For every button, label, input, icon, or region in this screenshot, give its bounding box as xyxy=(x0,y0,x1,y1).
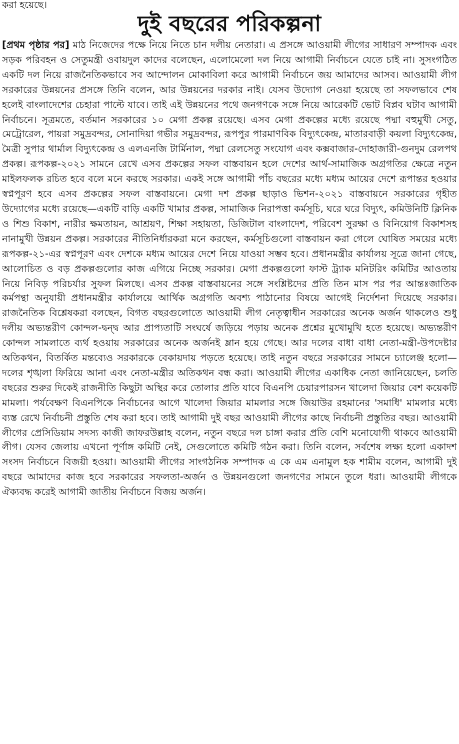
article-text: মাঠ নিজেদের পক্ষে নিয়ে নিতে চান দলীয় নেতারা। এ প্রসঙ্গে আওয়ামী লীগের সাধারণ সম্পাদক এবং সড়ক পরিবহন ও সেতুমন্ত্রী ওবায়দুল কাদের বলেছেন, এলোমেলো দল নিয়ে আগামী নির্বাচনে যেতে চাই না। সুসংগঠিত একটি দল নিয়ে রাজনৈতিকভাবে সব আন্দোলন মোকাবিলা করে আগামী নির্বাচনে জয় আমাদের আসব। আওয়ামী লীগ সরকারের উন্নয়নের প্রসঙ্গে তিনি বলেন, আর উন্নয়নের দরকার নাই। যেসব উদ্যোগ নেওয়া হয়েছে তা সফলভাবে শেষ হলেই বাংলাদেশের চেহারা পাল্টে যাবে। তাই এই উন্নয়নের পথে জনগণকে সঙ্গে নিয়ে আরেকটি ভোট বিপ্লব ঘটাব আগামী নির্বাচনে। সূত্রমতে, বর্তমান সরকারের ১০ মেগা প্রকল্প রয়েছে। এসব মেগা প্রকল্পের মধ্যে রয়েছে পদ্মা বহুমুখী সেতু, মেট্রোরেল, পায়রা সমুদ্রবন্দর, সোনাদিয়া গভীর সমুদ্রবন্দর, রূপপুর পারমাণবিক বিদ্যুৎকেন্দ্র, মাতারবাড়ী কয়লা বিদ্যুৎকেন্দ্র, মৈত্রী সুপার থার্মাল বিদ্যুৎকেন্দ্র ও এলএনজি টার্মিনাল, পদ্মা রেলসেতু সংযোগ এবং কক্সবাজার-দোহাজারী-গুনদুম রেলপথ প্রকল্প। রূপকল্প-২০২১ সামনে রেখে এসব প্রকল্পের সফল বাস্তবায়ন হলে দেশের আর্থ-সামাজিক অগ্রগতির ক্ষেত্রে নতুন মাইলফলক রচিত হবে বলে মনে করছে সরকার। একই সঙ্গে আগামী পাঁচ বছরের মধ্যে মধ্যম আয়ের দেশে রূপান্তর হওয়ার স্বপ্নপূরণ হবে এসব প্রকল্পের সফল বাস্তবায়নে। মেগা দশ প্রকল্প ছাড়াও ভিশন-২০২১ বাস্তবায়নে সরকারের গৃহীত উদ্যোগের মধ্যে রয়েছে—একটি বাড়ি একটি খামার প্রকল্প, সামাজিক নিরাপত্তা কর্মসূচি, ঘরে ঘরে বিদ্যুৎ, কমিউনিটি ক্লিনিক ও শিশু বিকাশ, নারীর ক্ষমতায়ন, আশ্রয়ণ, শিক্ষা সহায়তা, ডিজিটাল বাংলাদেশ, পরিবেশ সুরক্ষা ও বিনিয়োগ বিকাশসহ নানামুখী উন্নয়ন প্রকল্প। সরকারের নীতিনির্ধারকরা মনে করছেন, কর্মসূচিগুলো বাস্তবায়ন করা গেলে ঘোষিত সময়ের মধ্যে রূপকল্প-২১-এর স্বপ্নপূরণ এবং দেশকে মধ্যম আয়ের দেশে নিয়ে যাওয়া সম্ভব হবে। প্রধানমন্ত্রীর কার্যালয় সূত্রে জানা গেছে, আলোচিত ও বড় প্রকল্পগুলোর কাজ এগিয়ে নিচ্ছে সরকার। মেগা প্রকল্পগুলো ফাস্ট ট্র্যাক মনিটরিং কমিটির আওতায় নিয়ে নিবিড় পরিচর্যার সুফল মিলছে। এসব প্রকল্প বাস্তবায়নের সঙ্গে সংশ্লিষ্টদের প্রতি তিন মাস পর পর আন্তঃজাতিক কর্মপন্থা অনুযায়ী প্রধানমন্ত্রীর কার্যালয়ে আর্থিক অগ্রগতি অবশ্য পাঠানোর বিষয়ে আগেই নির্দেশনা দিয়েছে সরকার। রাজনৈতিক বিশ্লেষকরা বলছেন, বিগত বছরগুলোতে আওয়ামী লীগ নেতৃত্বাধীন সরকারের অনেক অর্জন থাকলেও শুধু দলীয় অভ্যন্তরীণ কোন্দল-দ্বন্দ্ব আর প্রাপ্যতাটি সংঘর্ষে জড়িয়ে পড়ায় অনেক প্রশ্নের মুখোমুখি হতে হয়েছে। অভ্যন্তরীণ কোন্দল সামলাতে ব্যর্থ হওয়ায় সরকারের অনেক অর্জনই ম্লান হয়ে গেছে। আর দলের বাধা বাধা নেতা-মন্ত্রী-উপদেষ্টার অতিকথন, বিতর্কিত মন্তব্যেও সরকারকে বেকায়দায় পড়তে হয়েছে। তাই নতুন বছরে সরকারের সামনে চ্যালেঞ্জ হলো— দলের শৃঙ্খলা ফিরিয়ে আনা এবং নেতা-মন্ত্রীর অতিকথন বন্ধ করা। আওয়ামী লীগের একাধিক নেতা জানিয়েছেন, চলতি বছরের শুরুর দিকেই রাজনীতি কিছুটা অস্থির করে তোলার প্রতি যাবে বিএনপি চেয়ারপারসন খালেদা জিয়ার বেশ কয়েকটি মামলা। পর্যবেক্ষণ বিএনপিকে নির্বাচনের আগে খালেদা জিয়ার মামলার সঙ্গে জিয়াউর রহমানের 'সমাধি' মামলার মধ্যে ব্যস্ত রেখে নির্বাচনী প্রস্তুতি শেষ করা হবে। তাই আগামী দুই বছর আওয়ামী লীগের কাছে নির্বাচনী প্রস্তুতির বছর। আওয়ামী লীগের প্রেসিডিয়াম সদস্য কাজী জাফরউল্লাহ বলেন, নতুন বছরে দল চাঙ্গা করার প্রতি বেশি মনোযোগী থাকবে আওয়ামী লীগ। যেসব জেলায় এখনো পূর্ণাঙ্গ কমিটি নেই, সেগুলোতে কমিটি গঠন করা। তিনি বলেন, সর্বশেষ লক্ষ্য হলো একাদশ সংসদ নির্বাচনে বিজয়ী হওয়া। আওয়ামী লীগের সাংগঠনিক সম্পাদক এ কে এম এনামুল হক শামীম বলেন, আগামী দুই বছরে আমাদের কাজ হবে সরকারের সফলতা-অর্জন ও উন্নয়নগুলো জনগণের সামনে তুলে ধরা। আওয়ামী লীগকে ঐক্যবদ্ধ করেই আগামী জাতীয় নির্বাচনে বিজয় অর্জন। xyxy=(2,40,457,499)
article-paragraph xyxy=(2,39,457,501)
article-body xyxy=(2,39,457,741)
article-headline: দুই বছরের পরিকল্পনা xyxy=(137,11,322,37)
continuation-tag: [প্রথম পৃষ্ঠার পর] xyxy=(2,40,70,51)
previous-article-fragment: করা হয়েছে। xyxy=(2,0,48,11)
